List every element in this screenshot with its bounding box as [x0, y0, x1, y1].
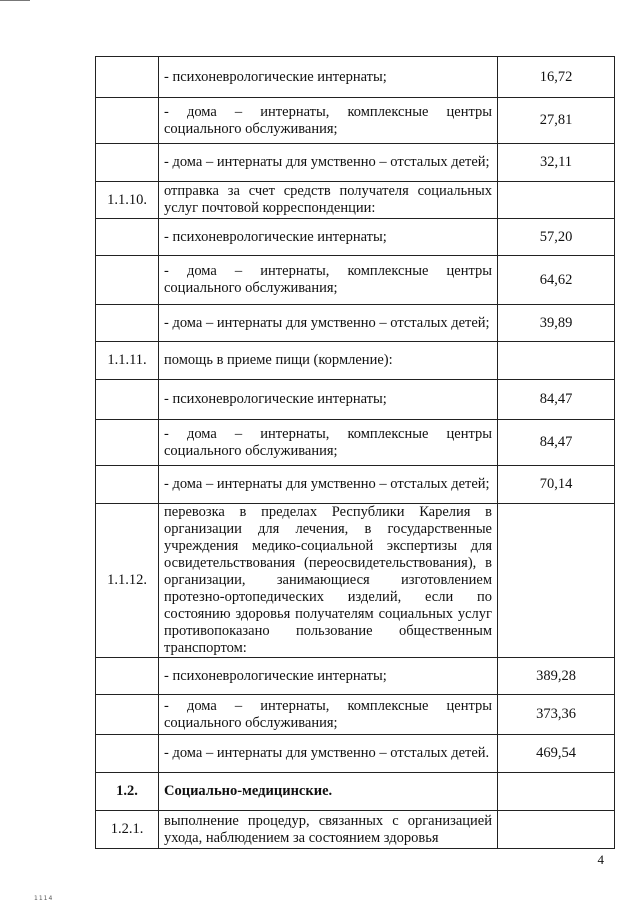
row-number: [96, 98, 159, 144]
row-price: 64,62: [498, 256, 615, 305]
row-price: 16,72: [498, 57, 615, 98]
table-row: [96, 182, 615, 219]
table-row: [96, 773, 615, 811]
table-row: [96, 466, 615, 504]
row-price: 84,47: [498, 420, 615, 466]
row-number: 1.1.12.: [96, 504, 159, 658]
table-row: [96, 420, 615, 466]
row-description: - дома – интернаты, комплексные центры социального обслуживания;: [159, 695, 498, 735]
table-row: [96, 658, 615, 695]
row-description: - психоневрологические интернаты;: [159, 658, 498, 695]
row-number: [96, 735, 159, 773]
row-number: [96, 466, 159, 504]
row-number: [96, 256, 159, 305]
table-row: [96, 342, 615, 380]
row-price: 389,28: [498, 658, 615, 695]
row-description: отправка за счет средств получателя социальных услуг почтовой корреспонденции:: [159, 182, 498, 219]
row-price: 70,14: [498, 466, 615, 504]
row-price: 57,20: [498, 219, 615, 256]
section-title: Социально-медицинские.: [159, 773, 498, 811]
table-row: [96, 219, 615, 256]
row-number: [96, 219, 159, 256]
row-description: перевозка в пределах Республики Карелия в организации для лечения, в государственные учреждения медико-социальной экспертизы для освидетельствования (переосвидетельствования), в организации, занимающиеся изготовлением протезно-ортопедических изделий, если по состоянию здоровья получателям социальных услуг противопоказано пользование общественным транспортом:: [159, 504, 498, 658]
row-description: - дома – интернаты, комплексные центры социального обслуживания;: [159, 256, 498, 305]
row-price: 32,11: [498, 144, 615, 182]
section-number: 1.2.: [96, 773, 159, 811]
row-description: - дома – интернаты для умственно – отсталых детей;: [159, 144, 498, 182]
row-description: - дома – интернаты для умственно – отсталых детей.: [159, 735, 498, 773]
table-row: [96, 504, 615, 658]
row-number: [96, 144, 159, 182]
table-row: [96, 98, 615, 144]
scan-edge-mark: [0, 0, 30, 1]
row-number: [96, 57, 159, 98]
table-row: [96, 256, 615, 305]
row-description: - психоневрологические интернаты;: [159, 57, 498, 98]
table-row: [96, 57, 615, 98]
tariff-table: [95, 56, 615, 849]
page-number: 4: [597, 852, 604, 867]
row-description: помощь в приеме пищи (кормление):: [159, 342, 498, 380]
table-row: [96, 735, 615, 773]
scan-footer-mark: 1114: [34, 895, 54, 902]
table-row: [96, 380, 615, 420]
row-description: - психоневрологические интернаты;: [159, 380, 498, 420]
row-price: [498, 811, 615, 849]
row-number: [96, 420, 159, 466]
row-price: 84,47: [498, 380, 615, 420]
row-description: выполнение процедур, связанных с организацией ухода, наблюдением за состоянием здоровья: [159, 811, 498, 849]
row-description: - дома – интернаты, комплексные центры социального обслуживания;: [159, 98, 498, 144]
row-number: [96, 695, 159, 735]
row-number: 1.1.10.: [96, 182, 159, 219]
table-row: [96, 305, 615, 342]
row-price: 39,89: [498, 305, 615, 342]
row-description: - дома – интернаты, комплексные центры социального обслуживания;: [159, 420, 498, 466]
table-row: [96, 811, 615, 849]
row-price: [498, 342, 615, 380]
row-number: 1.2.1.: [96, 811, 159, 849]
row-number: 1.1.11.: [96, 342, 159, 380]
row-description: - дома – интернаты для умственно – отсталых детей;: [159, 305, 498, 342]
row-price: 469,54: [498, 735, 615, 773]
row-number: [96, 305, 159, 342]
row-number: [96, 658, 159, 695]
table-row: [96, 695, 615, 735]
row-price: [498, 182, 615, 219]
row-description: - психоневрологические интернаты;: [159, 219, 498, 256]
row-price: [498, 504, 615, 658]
row-number: [96, 380, 159, 420]
table-row: [96, 144, 615, 182]
row-price: 27,81: [498, 98, 615, 144]
row-price: 373,36: [498, 695, 615, 735]
row-description: - дома – интернаты для умственно – отсталых детей;: [159, 466, 498, 504]
row-price: [498, 773, 615, 811]
